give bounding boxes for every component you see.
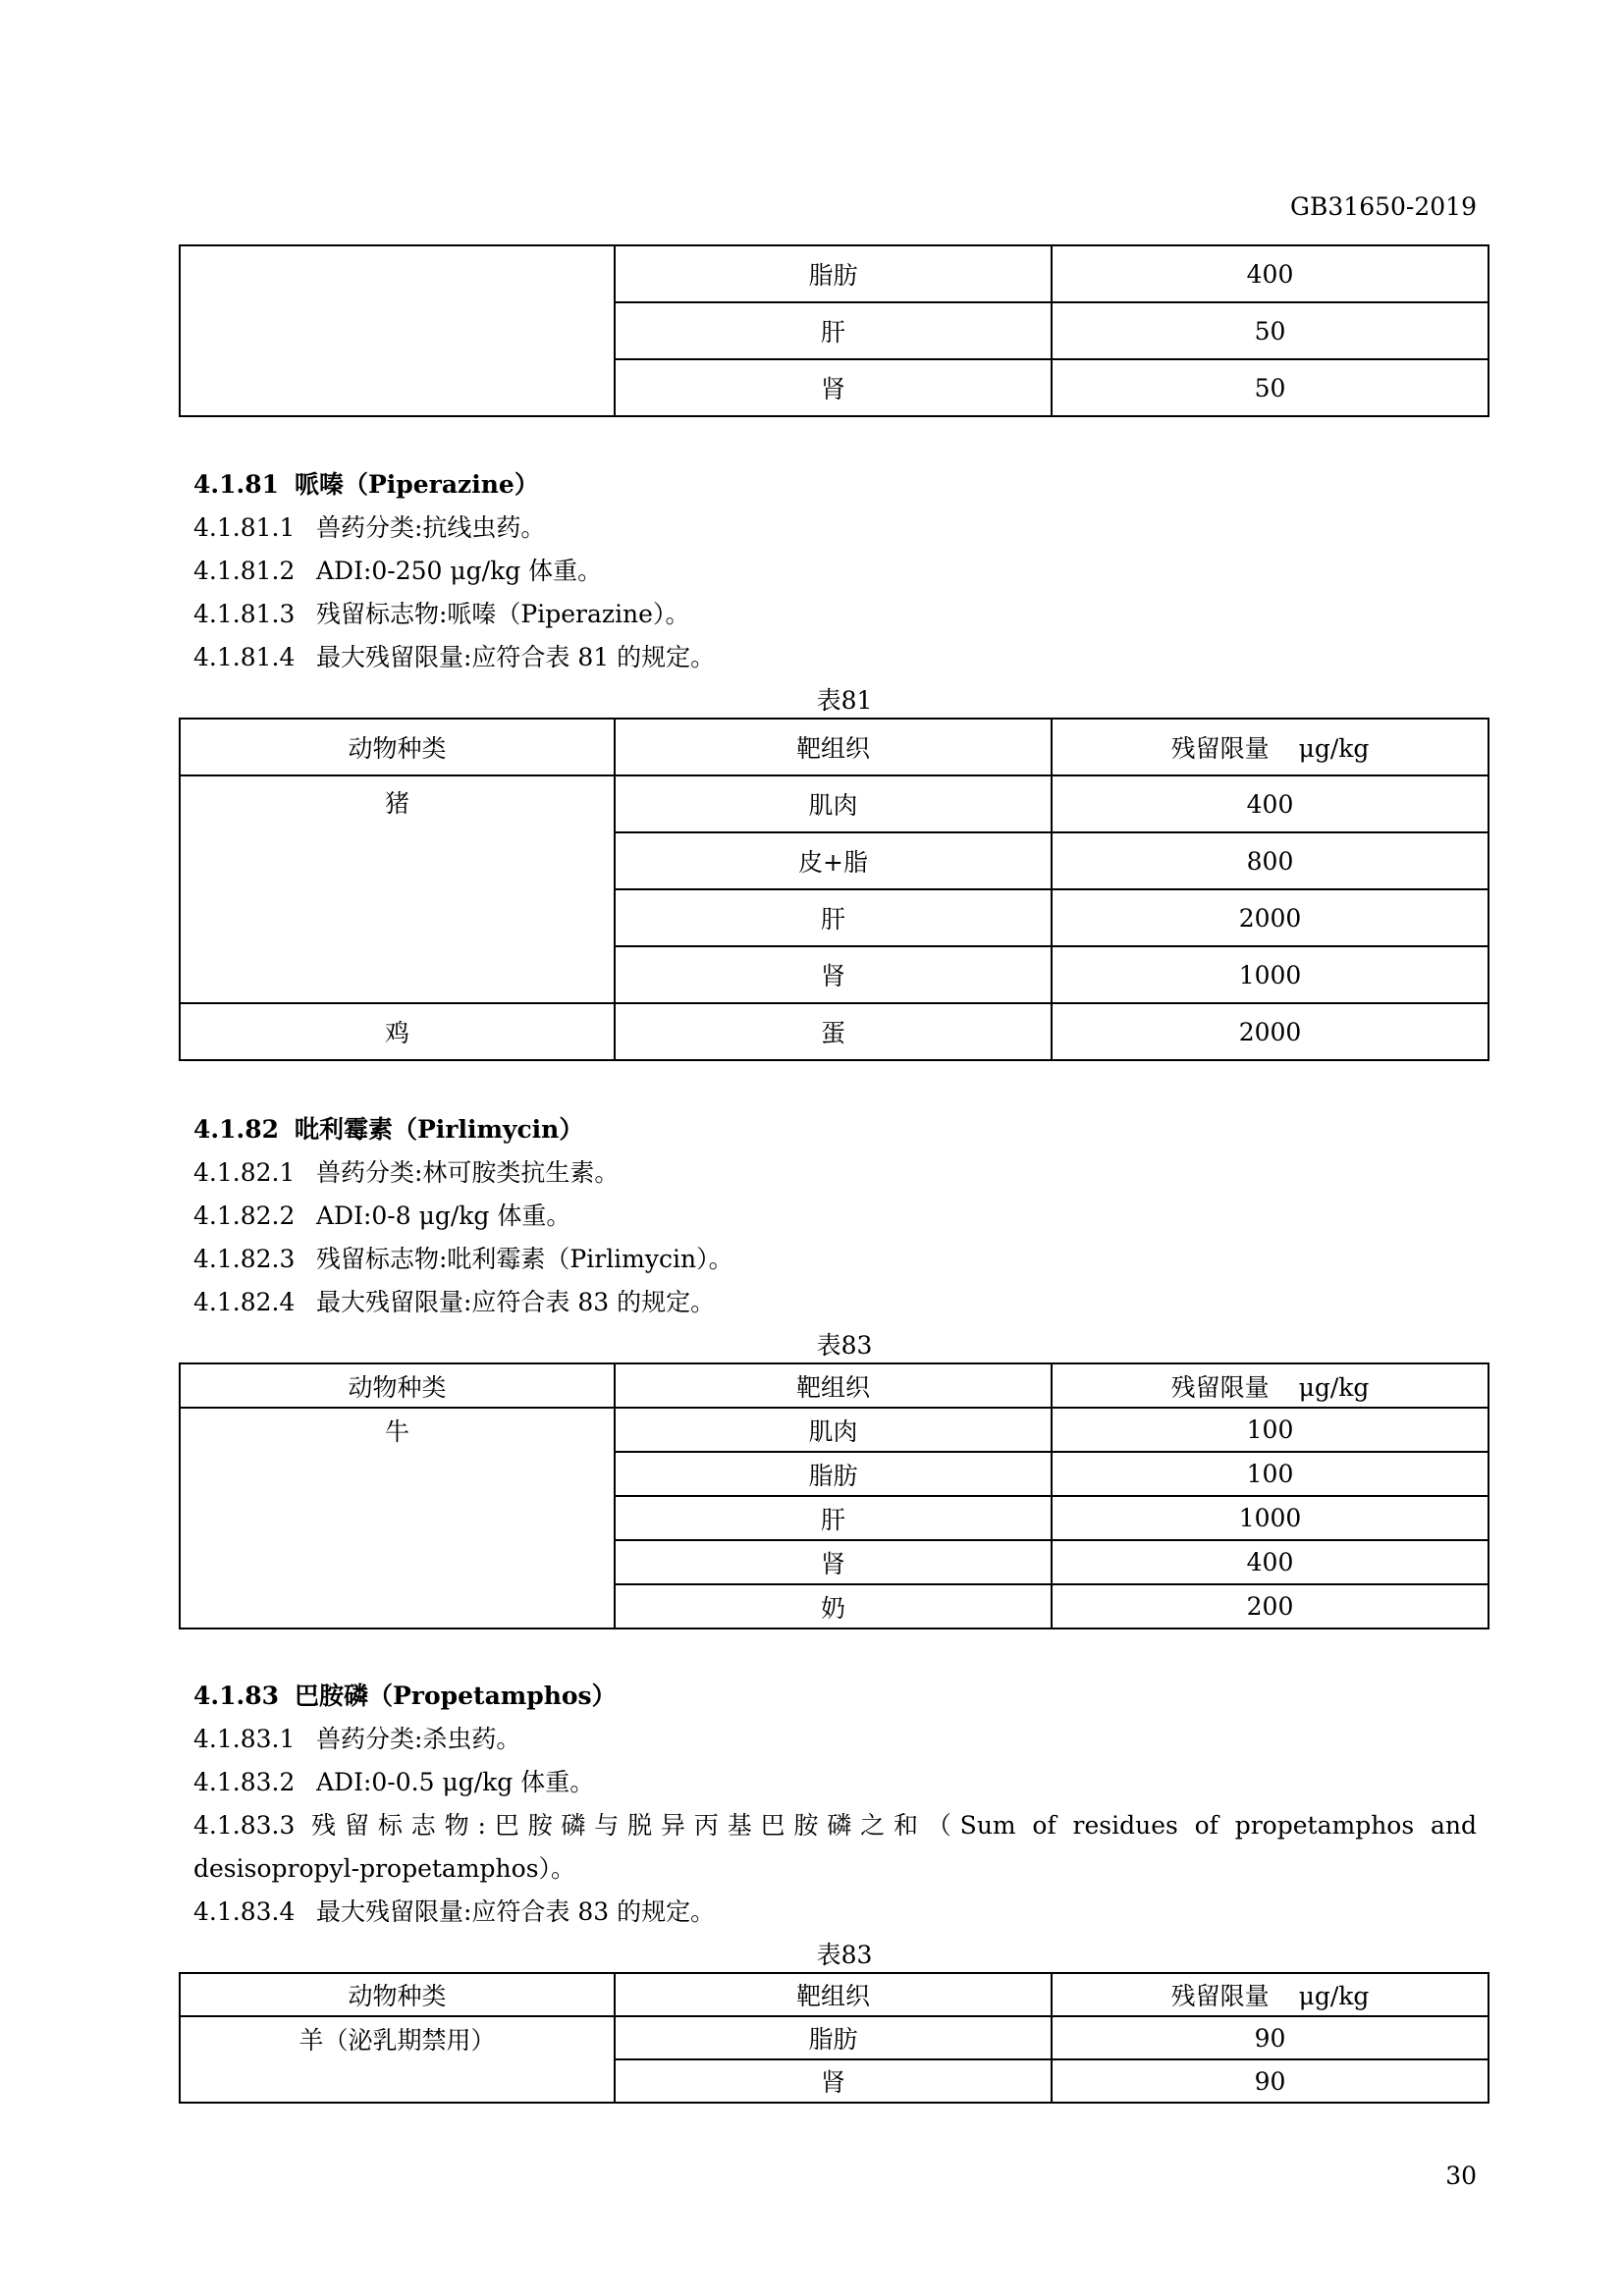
header-species: 动物种类 (180, 1973, 615, 2016)
list-item (193, 1720, 520, 1755)
table-row (180, 245, 1489, 302)
residue-table-81 (179, 718, 1489, 1061)
item-number: 4.1.81.3 (193, 600, 296, 628)
tissue-cell: 肝 (615, 889, 1052, 946)
item-text: 残留标志物:吡利霉素（Pirlimycin）。 (316, 1245, 733, 1273)
section-number: 4.1.81 (193, 470, 279, 499)
limit-cell: 400 (1052, 775, 1489, 832)
item-number: 4.1.83.2 (193, 1768, 296, 1796)
list-item (193, 1153, 619, 1189)
table-caption: 表83 (816, 1941, 873, 1969)
tissue-cell: 蛋 (615, 1003, 1052, 1060)
item-text: 残留标志物:哌嗪（Piperazine）。 (316, 600, 690, 628)
item-text: ADI:0-8 μg/kg 体重。 (316, 1201, 571, 1230)
section-title: 哌嗪（Piperazine） (295, 470, 539, 499)
species-cell: 鸡 (180, 1003, 615, 1060)
header-limit: 残留限量 μg/kg (1052, 719, 1489, 775)
list-item (193, 552, 602, 587)
species-cell: 羊（泌乳期禁用） (180, 2016, 615, 2103)
section-heading (193, 1110, 583, 1146)
header-tissue: 靶组织 (615, 1363, 1052, 1408)
table-row (180, 1003, 1489, 1060)
species-cell: 猪 (180, 775, 615, 1003)
section-title: 吡利霉素（Pirlimycin） (295, 1115, 584, 1144)
tissue-cell: 脂肪 (615, 1452, 1052, 1496)
species-cell: 牛 (180, 1408, 615, 1629)
list-item (193, 1763, 594, 1798)
residue-table-83a (179, 1362, 1489, 1629)
header-tissue: 靶组织 (615, 719, 1052, 775)
header-tissue: 靶组织 (615, 1973, 1052, 2016)
limit-cell: 400 (1052, 1540, 1489, 1584)
limit-cell: 90 (1052, 2059, 1489, 2103)
item-text: 最大残留限量:应符合表 83 的规定。 (316, 1288, 716, 1316)
limit-cell: 1000 (1052, 946, 1489, 1003)
header-limit: 残留限量 μg/kg (1052, 1363, 1489, 1408)
limit-cell: 800 (1052, 832, 1489, 889)
section-heading (193, 465, 539, 501)
item-number: 4.1.82.1 (193, 1158, 296, 1187)
list-item-multiline-first: 4.1.83.3 残留标志物:巴胺磷与脱异丙基巴胺磷之和（Sum of residues of propetamphos and (193, 1811, 1477, 1840)
limit-cell: 2000 (1052, 1003, 1489, 1060)
item-number: 4.1.83.4 (193, 1897, 296, 1926)
item-number: 4.1.82.4 (193, 1288, 296, 1316)
item-number: 4.1.81.2 (193, 557, 296, 585)
section-number: 4.1.83 (193, 1682, 279, 1710)
limit-cell: 90 (1052, 2016, 1489, 2059)
list-item (193, 508, 545, 544)
tissue-cell: 肝 (615, 1496, 1052, 1540)
header-species: 动物种类 (180, 1363, 615, 1408)
list-item (193, 1283, 715, 1318)
species-cell (180, 245, 615, 416)
tissue-cell: 肝 (615, 302, 1052, 359)
tissue-cell: 肾 (615, 359, 1052, 416)
table-header-row (180, 1973, 1489, 2016)
residue-table-83b (179, 1972, 1489, 2104)
tissue-cell: 肌肉 (615, 1408, 1052, 1452)
page-number: 30 (1445, 2162, 1477, 2190)
list-item (193, 595, 689, 630)
item-text: 兽药分类:林可胺类抗生素。 (316, 1158, 620, 1187)
tissue-cell: 脂肪 (615, 245, 1052, 302)
tissue-cell: 肌肉 (615, 775, 1052, 832)
list-item (193, 1240, 733, 1275)
limit-cell: 50 (1052, 359, 1489, 416)
limit-cell: 2000 (1052, 889, 1489, 946)
item-number: 4.1.82.2 (193, 1201, 296, 1230)
table-row (180, 1408, 1489, 1452)
limit-cell: 200 (1052, 1584, 1489, 1629)
section-title: 巴胺磷（Propetamphos） (295, 1682, 617, 1710)
tissue-cell: 肾 (615, 2059, 1052, 2103)
limit-cell: 1000 (1052, 1496, 1489, 1540)
standard-code: GB31650-2019 (1290, 192, 1477, 221)
table-header-row (180, 719, 1489, 775)
tissue-cell: 奶 (615, 1584, 1052, 1629)
item-text: 兽药分类:抗线虫药。 (316, 513, 546, 542)
header-species: 动物种类 (180, 719, 615, 775)
list-item (193, 638, 715, 673)
table-row (180, 775, 1489, 832)
table-row (180, 2016, 1489, 2059)
list-item-multiline-second: desisopropyl-propetamphos）。 (193, 1854, 576, 1883)
limit-cell: 400 (1052, 245, 1489, 302)
item-text: 兽药分类:杀虫药。 (316, 1725, 521, 1753)
table-caption: 表83 (816, 1331, 873, 1360)
item-number: 4.1.82.3 (193, 1245, 296, 1273)
tissue-cell: 皮+脂 (615, 832, 1052, 889)
limit-cell: 100 (1052, 1408, 1489, 1452)
item-text: ADI:0-0.5 μg/kg 体重。 (316, 1768, 595, 1796)
list-item (193, 1197, 570, 1232)
item-text: 最大残留限量:应符合表 83 的规定。 (316, 1897, 716, 1926)
section-heading (193, 1677, 617, 1712)
item-number: 4.1.81.1 (193, 513, 296, 542)
tissue-cell: 肾 (615, 1540, 1052, 1584)
tissue-cell: 肾 (615, 946, 1052, 1003)
item-text: 最大残留限量:应符合表 81 的规定。 (316, 643, 716, 671)
item-text: ADI:0-250 μg/kg 体重。 (316, 557, 603, 585)
continuation-table (179, 244, 1489, 417)
table-caption: 表81 (816, 686, 873, 715)
item-number: 4.1.83.1 (193, 1725, 296, 1753)
item-number: 4.1.81.4 (193, 643, 296, 671)
table-header-row (180, 1363, 1489, 1408)
limit-cell: 50 (1052, 302, 1489, 359)
list-item (193, 1893, 715, 1928)
limit-cell: 100 (1052, 1452, 1489, 1496)
section-number: 4.1.82 (193, 1115, 279, 1144)
tissue-cell: 脂肪 (615, 2016, 1052, 2059)
header-limit: 残留限量 μg/kg (1052, 1973, 1489, 2016)
